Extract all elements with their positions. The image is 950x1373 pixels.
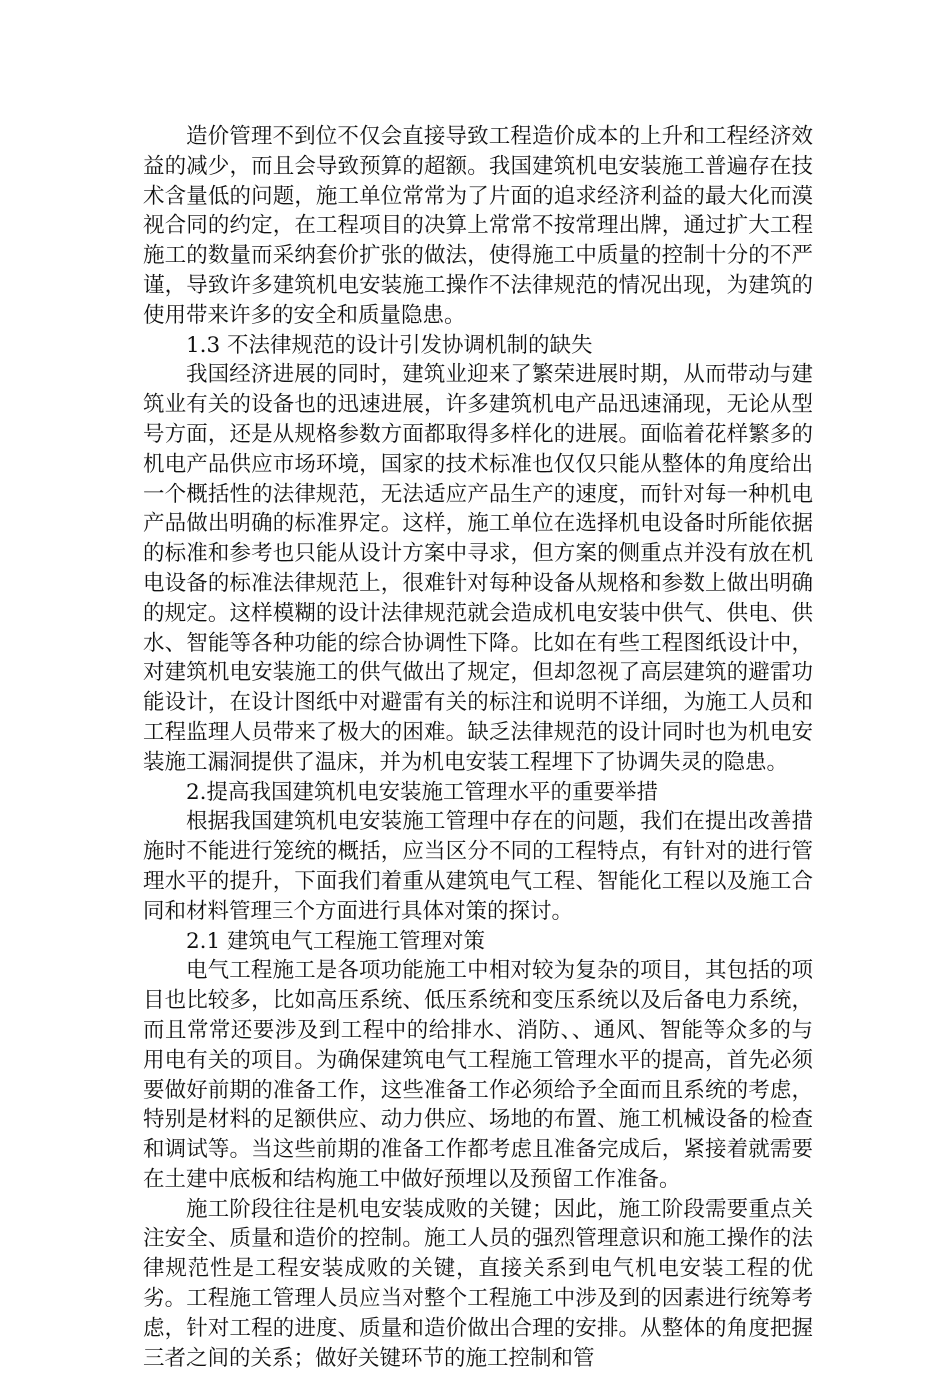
section-heading-2: 2.提高我国建筑机电安装施工管理水平的重要举措 [186,779,659,805]
section-heading-1-3: 1.3 不法律规范的设计引发协调机制的缺失 [186,332,593,358]
paragraph-improvement-intro: 根据我国建筑机电安装施工管理中存在的问题，我们在提出改善措施时不能进行笼统的概括，应当区分不同的工程特点，有针对的进行管理水平的提升，下面我们着重从建筑电气工程、智能化工程以及施工合同和材料管理三个方面进行具体对策的探讨。 [143,809,813,924]
paragraph-electrical-engineering: 电气工程施工是各项功能施工中相对较为复杂的项目，其包括的项目也比较多，比如高压系统、低压系统和变压系统以及后备电力系统，而且常常还要涉及到工程中的给排水、消防、、通风、智能等众多的与用电有关的项目。为确保建筑电气工程施工管理水平的提高，首先必须要做好前期的准备工作，这些准备工作必须给予全面而且系统的考虑，特别是材料的足额供应、动力供应、场地的布置、施工机械设备的检查和调试等。当这些前期的准备工作都考虑且准备完成后，紧接着就需要在土建中底板和结构施工中做好预埋以及预留工作准备。 [143,958,813,1192]
paragraph-design-standards: 我国经济进展的同时，建筑业迎来了繁荣进展时期，从而带动与建筑业有关的设备也的迅速进展，许多建筑机电产品迅速涌现，无论从型号方面，还是从规格参数方面都取得多样化的进展。面临着花样繁多的机电产品供应市场环境，国家的技术标准也仅仅只能从整体的角度给出一个概括性的法律规范，无法适应产品生产的速度，而针对每一种机电产品做出明确的标准界定。这样，施工单位在选择机电设备时所能依据的标准和参考也只能从设计方案中寻求，但方案的侧重点并没有放在机电设备的标准法律规范上，很难针对每种设备从规格和参数上做出明确的规定。这样模糊的设计法律规范就会造成机电安装中供气、供电、供水、智能等各种功能的综合协调性下降。比如在有些工程图纸设计中，对建筑机电安装施工的供气做出了规定，但却忽视了高层建筑的避雷功能设计，在设计图纸中对避雷有关的标注和说明不详细，为施工人员和工程监理人员带来了极大的困难。缺乏法律规范的设计同时也为机电安装施工漏洞提供了温床，并为机电安装工程埋下了协调失灵的隐患。 [143,362,813,775]
paragraph-cost-management: 造价管理不到位不仅会直接导致工程造价成本的上升和工程经济效益的减少，而且会导致预算的超额。我国建筑机电安装施工普遍存在技术含量低的问题，施工单位常常为了片面的追求经济利益的最大化而漠视合同的约定，在工程项目的决算上常常不按常理出牌，通过扩大工程施工的数量而采纳套价扩张的做法，使得施工中质量的控制十分的不严谨，导致许多建筑机电安装施工操作不法律规范的情况出现，为建筑的使用带来许多的安全和质量隐患。 [143,124,813,328]
paragraph-construction-phase: 施工阶段往往是机电安装成败的关键；因此，施工阶段需要重点关注安全、质量和造价的控制。施工人员的强烈管理意识和施工操作的法律规范性是工程安装成败的关键，直接关系到电气机电安装工程的优劣。工程施工管理人员应当对整个工程施工中涉及到的因素进行统筹考虑，针对工程的进度、质量和造价做出合理的安排。从整体的角度把握三者之间的关系；做好关键环节的施工控制和管 [143,1196,813,1371]
document-body [143,122,813,1373]
section-heading-2-1: 2.1 建筑电气工程施工管理对策 [186,928,486,954]
